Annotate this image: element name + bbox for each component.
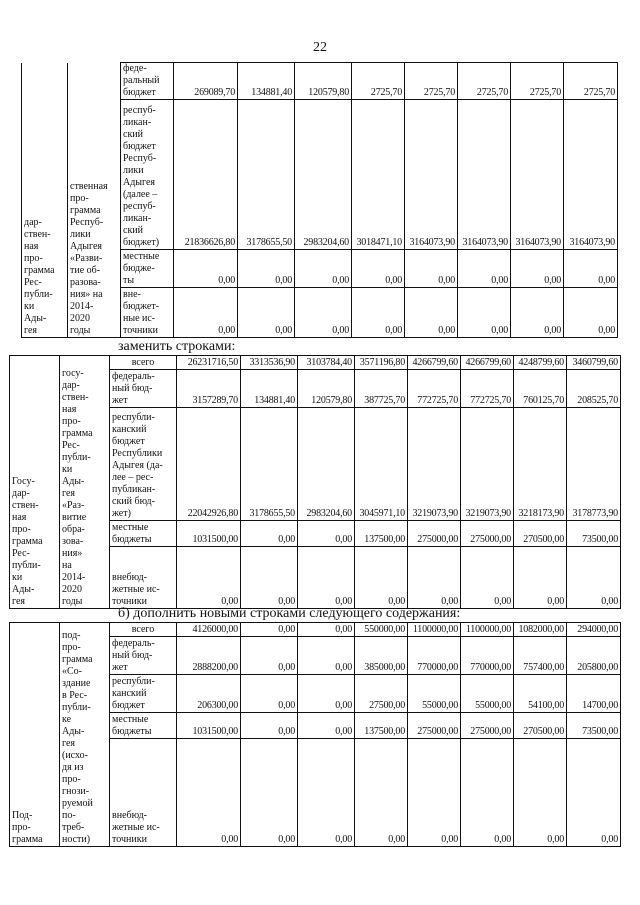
value-cell: 0,00 [174,250,238,288]
value-cell: 0,00 [298,637,355,675]
value-cell: 0,00 [241,623,298,637]
value-cell: 3218173,90 [514,408,567,521]
section-heading-replace: заменить строками: [118,339,236,354]
value-cell: 275000,00 [408,713,461,739]
funding-source-cell: федераль- ный бюд- жет [110,370,177,408]
value-cell: 2888200,00 [177,637,241,675]
value-cell: 0,00 [241,547,298,609]
value-cell: 0,00 [295,288,352,338]
subprogram-name-col2: под- про- грамма «Со- здание в Рес- публи- ке Ады- гея (исхо- дя из про- гнози- руемой по- треб- ности) [60,623,110,847]
table-block-a [21,62,618,338]
value-cell: 294000,00 [567,623,621,637]
value-cell: 3178655,50 [238,100,295,250]
program-name-col2: ственная про- грамма Респуб- лики Адыгея «Разви- тие об- разова- ния» на 2014- 2020 годы [68,63,121,338]
value-cell: 3018471,10 [352,100,405,250]
value-cell: 134881,40 [241,370,298,408]
value-cell: 770000,00 [408,637,461,675]
value-cell: 0,00 [458,250,511,288]
value-cell: 27500,00 [355,675,408,713]
value-cell: 1100000,00 [461,623,514,637]
funding-source-cell: внебюд- жетные ис- точники [110,547,177,609]
value-cell: 4266799,60 [408,356,461,370]
value-cell: 3178655,50 [241,408,298,521]
value-cell: 0,00 [238,250,295,288]
value-cell: 1031500,00 [177,521,241,547]
value-cell: 760125,70 [514,370,567,408]
value-cell: 385000,00 [355,637,408,675]
value-cell: 0,00 [295,250,352,288]
value-cell: 2725,70 [458,63,511,100]
funding-source-cell: местные бюджеты [110,521,177,547]
funding-source-cell: феде- ральный бюджет [121,63,174,100]
value-cell: 0,00 [298,521,355,547]
value-cell: 0,00 [408,739,461,847]
value-cell: 0,00 [461,547,514,609]
value-cell: 0,00 [514,547,567,609]
value-cell: 550000,00 [355,623,408,637]
value-cell: 0,00 [405,250,458,288]
value-cell: 205800,00 [567,637,621,675]
value-cell: 1082000,00 [514,623,567,637]
value-cell: 134881,40 [238,63,295,100]
section-heading-add: б) дополнить новыми строками следующего содержания: [118,606,461,621]
value-cell: 3045971,10 [355,408,408,521]
page-number: 22 [313,40,327,55]
value-cell: 0,00 [298,623,355,637]
value-cell: 3460799,60 [567,356,621,370]
value-cell: 0,00 [352,288,405,338]
funding-source-cell: республи- канский бюджет [110,675,177,713]
value-cell: 22042926,80 [177,408,241,521]
value-cell: 0,00 [298,713,355,739]
funding-source-cell: всего [110,623,177,637]
funding-source-cell: внебюд- жетные ис- точники [110,739,177,847]
value-cell: 0,00 [355,547,408,609]
value-cell: 206300,00 [177,675,241,713]
value-cell: 0,00 [352,250,405,288]
value-cell: 0,00 [298,547,355,609]
value-cell: 4248799,60 [514,356,567,370]
funding-source-cell: республи- канский бюджет Республики Адыгея (да- лее – рес- публикан- ский бюд- жет) [110,408,177,521]
value-cell: 387725,70 [355,370,408,408]
value-cell: 4126000,00 [177,623,241,637]
value-cell: 4266799,60 [461,356,514,370]
value-cell: 120579,80 [295,63,352,100]
value-cell: 0,00 [564,250,618,288]
value-cell: 3164073,90 [458,100,511,250]
value-cell: 0,00 [567,547,621,609]
value-cell: 54100,00 [514,675,567,713]
value-cell: 0,00 [298,739,355,847]
value-cell: 0,00 [238,288,295,338]
value-cell: 275000,00 [461,521,514,547]
value-cell: 3164073,90 [405,100,458,250]
program-name-col1: Госу- дар- ствен- ная про- грамма Рес- публи- ки Ады- гея [10,356,60,609]
value-cell: 2725,70 [564,63,618,100]
value-cell: 0,00 [408,547,461,609]
value-cell: 3103784,40 [298,356,355,370]
value-cell: 73500,00 [567,521,621,547]
value-cell: 3157289,70 [177,370,241,408]
value-cell: 14700,00 [567,675,621,713]
funding-source-cell: вне- бюджет- ные ис- точники [121,288,174,338]
funding-source-cell: местные бюджеты [110,713,177,739]
value-cell: 3178773,90 [567,408,621,521]
value-cell: 120579,80 [298,370,355,408]
value-cell: 208525,70 [567,370,621,408]
table-block-b [9,355,621,609]
value-cell: 0,00 [514,739,567,847]
value-cell: 0,00 [177,739,241,847]
value-cell: 757400,00 [514,637,567,675]
value-cell: 772725,70 [408,370,461,408]
value-cell: 3164073,90 [511,100,564,250]
value-cell: 275000,00 [408,521,461,547]
funding-source-cell: местные бюдже- ты [121,250,174,288]
value-cell: 3571196,80 [355,356,408,370]
value-cell: 1100000,00 [408,623,461,637]
value-cell: 3313536,90 [241,356,298,370]
value-cell: 137500,00 [355,713,408,739]
value-cell: 772725,70 [461,370,514,408]
value-cell: 137500,00 [355,521,408,547]
value-cell: 0,00 [241,637,298,675]
value-cell: 2725,70 [511,63,564,100]
value-cell: 270500,00 [514,713,567,739]
value-cell: 3164073,90 [564,100,618,250]
value-cell: 0,00 [241,713,298,739]
value-cell: 275000,00 [461,713,514,739]
value-cell: 269089,70 [174,63,238,100]
value-cell: 1031500,00 [177,713,241,739]
value-cell: 55000,00 [461,675,514,713]
funding-source-cell: всего [110,356,177,370]
funding-source-cell: федераль- ный бюд- жет [110,637,177,675]
value-cell: 2983204,60 [295,100,352,250]
subprogram-name-col1: Под- про- грамма [10,623,60,847]
value-cell: 0,00 [355,739,408,847]
value-cell: 0,00 [405,288,458,338]
value-cell: 0,00 [461,739,514,847]
value-cell: 0,00 [567,739,621,847]
value-cell: 0,00 [177,547,241,609]
value-cell: 55000,00 [408,675,461,713]
value-cell: 2725,70 [405,63,458,100]
value-cell: 3219073,90 [461,408,514,521]
value-cell: 0,00 [241,675,298,713]
value-cell: 0,00 [298,675,355,713]
value-cell: 73500,00 [567,713,621,739]
value-cell: 21836626,80 [174,100,238,250]
value-cell: 0,00 [511,250,564,288]
value-cell: 770000,00 [461,637,514,675]
value-cell: 2983204,60 [298,408,355,521]
value-cell: 0,00 [241,739,298,847]
value-cell: 270500,00 [514,521,567,547]
value-cell: 2725,70 [352,63,405,100]
funding-source-cell: респуб- ликан- ский бюджет Респуб- лики Адыгея (далее – респуб- ликан- ский бюджет) [121,100,174,250]
value-cell: 0,00 [511,288,564,338]
value-cell: 26231716,50 [177,356,241,370]
value-cell: 3219073,90 [408,408,461,521]
value-cell: 0,00 [174,288,238,338]
value-cell: 0,00 [458,288,511,338]
table-block-c [9,622,621,847]
program-name-col2: госу- дар- ствен- ная про- грамма Рес- публи- ки Ады- гея «Раз- витие обра- зова- ния» на 2014- 2020 годы [60,356,110,609]
value-cell: 0,00 [564,288,618,338]
program-name-col1: дар- ствен- ная про- грамма Рес- публи- ки Ады- гея [22,63,68,338]
value-cell: 0,00 [241,521,298,547]
